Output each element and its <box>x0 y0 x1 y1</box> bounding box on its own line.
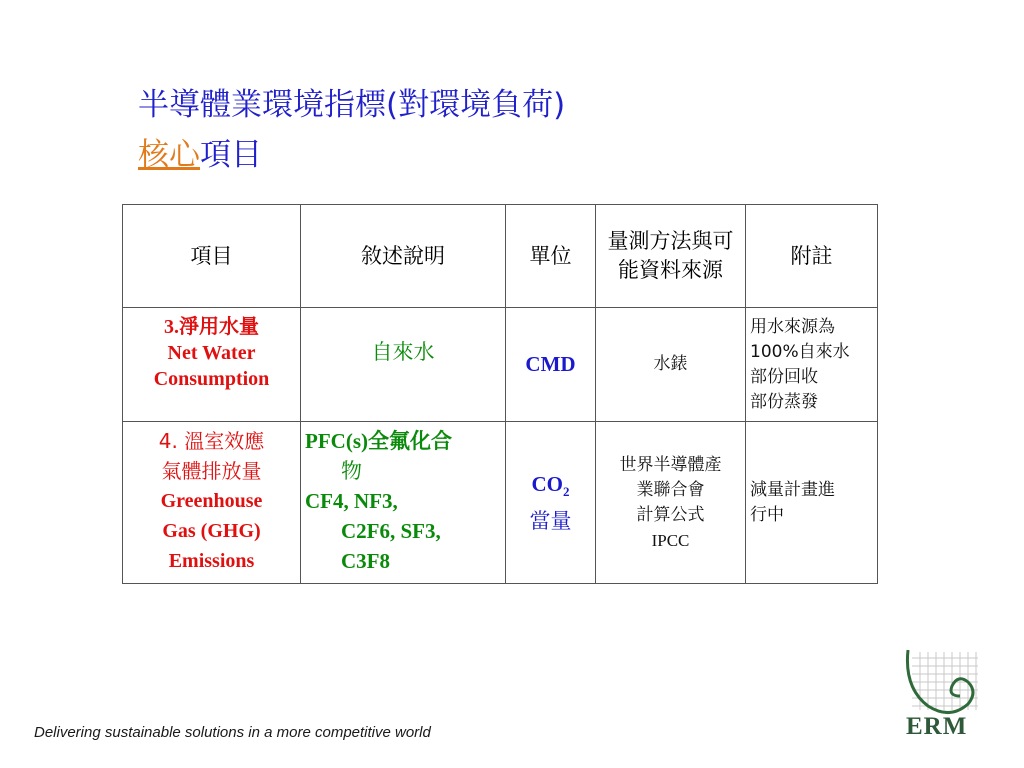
slide-title <box>138 80 818 180</box>
method-line: 業聯合會 <box>636 479 705 500</box>
header-note: 附註 <box>746 205 878 308</box>
indicator-table <box>122 204 878 584</box>
header-description: 敘述說明 <box>301 205 506 308</box>
header-method: 量測方法與可能資料來源 <box>596 205 746 308</box>
note-line: 部份蒸發 <box>750 391 818 412</box>
title-highlight: 核心 <box>138 137 200 173</box>
method-line: 世界半導體產 <box>619 454 722 475</box>
row-note <box>746 422 878 584</box>
description-line <box>305 426 501 456</box>
unit-line: 當量 <box>529 508 572 533</box>
title-rest: 項目 <box>200 137 262 173</box>
header-row <box>123 205 878 308</box>
note-line: 部份回收 <box>750 366 818 387</box>
method-text: 水錶 <box>653 354 688 374</box>
row-method <box>596 308 746 422</box>
item-zh-line: 4. 溫室效應 <box>158 429 265 453</box>
header-unit: 單位 <box>506 205 596 308</box>
table-row <box>123 308 878 422</box>
unit-subscript: 2 <box>563 484 570 500</box>
unit-line <box>510 470 591 506</box>
description-line: C3F8 <box>341 549 390 573</box>
footer-tagline: Delivering sustainable solutions in a more competitive world <box>34 724 431 741</box>
item-en-line: Consumption <box>153 368 270 390</box>
item-en-line: Net Water <box>167 342 256 364</box>
row-item <box>123 422 301 584</box>
note-line: 減量計畫進 <box>750 479 835 500</box>
unit-co: CO <box>531 472 563 497</box>
table-row <box>123 422 878 584</box>
row-unit <box>506 422 596 584</box>
title-line-2 <box>138 130 818 180</box>
method-line: 計算公式 <box>636 504 705 525</box>
note-line: 行中 <box>750 504 784 525</box>
item-zh: 3.淨用水量 <box>164 316 259 338</box>
header-item: 項目 <box>123 205 301 308</box>
item-en-line: Gas (GHG) <box>162 520 261 542</box>
row-item <box>123 308 301 422</box>
description-line: C2F6, SF3, <box>341 519 441 543</box>
row-description <box>301 308 506 422</box>
row-note <box>746 308 878 422</box>
description-line: 物 <box>341 459 362 483</box>
row-unit <box>506 308 596 422</box>
description-text: PFC(s)全氟化合 <box>305 429 452 453</box>
item-en-line: Greenhouse <box>160 490 263 512</box>
unit-text: CMD <box>525 352 576 376</box>
item-zh-line: 氣體排放量 <box>161 459 262 483</box>
row-description <box>301 422 506 584</box>
item-en-line: Emissions <box>168 550 255 572</box>
title-line-1: 半導體業環境指標(對環境負荷) <box>138 87 566 123</box>
description-line: CF4, NF3, <box>305 489 398 513</box>
logo-text: ERM <box>906 713 968 740</box>
method-line: IPCC <box>651 530 690 550</box>
description-text: 自來水 <box>371 340 435 364</box>
row-method <box>596 422 746 584</box>
note-line: 用水來源為 <box>750 316 835 337</box>
note-line: 100%自來水 <box>750 341 850 362</box>
